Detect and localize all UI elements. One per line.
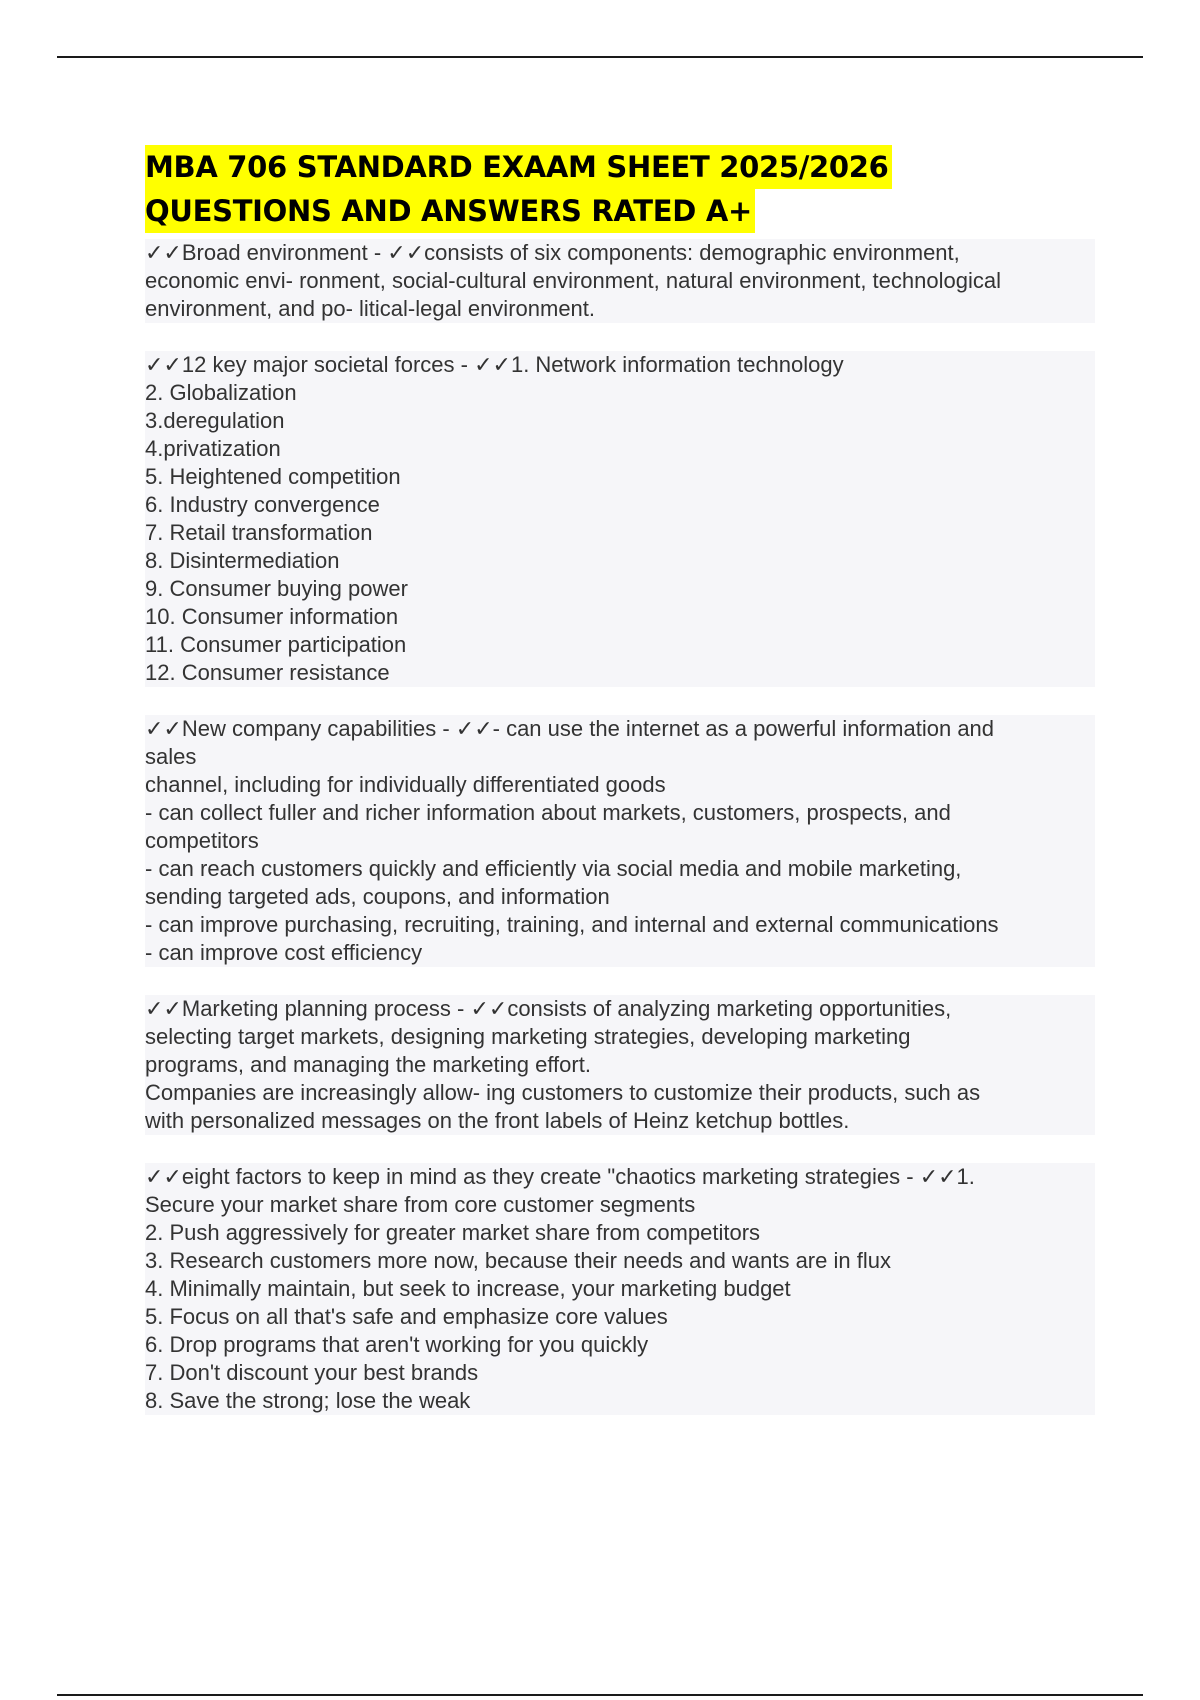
title-line-1: MBA 706 STANDARD EXAAM SHEET 2025/2026 bbox=[145, 145, 892, 189]
qa-entry bbox=[145, 239, 1095, 323]
qa-line: sending targeted ads, coupons, and information bbox=[145, 884, 610, 909]
qa-line: Companies are increasingly allow- ing customers to customize their products, such as bbox=[145, 1080, 981, 1105]
qa-line: 5. Focus on all that's safe and emphasize core values bbox=[145, 1304, 668, 1329]
qa-line: ✓✓12 key major societal forces - ✓✓1. Network information technology bbox=[145, 352, 844, 377]
qa-entry bbox=[145, 715, 1095, 967]
qa-line: - can improve cost efficiency bbox=[145, 940, 423, 965]
qa-line: 3.deregulation bbox=[145, 408, 285, 433]
qa-line: ✓✓Marketing planning process - ✓✓consists of analyzing marketing opportunities, bbox=[145, 996, 952, 1021]
qa-line: 7. Retail transformation bbox=[145, 520, 373, 545]
qa-line: 2. Push aggressively for greater market share from competitors bbox=[145, 1220, 761, 1245]
document-body bbox=[145, 145, 1095, 1415]
qa-line: programs, and managing the marketing effort. bbox=[145, 1052, 591, 1077]
qa-line: 12. Consumer resistance bbox=[145, 660, 390, 685]
qa-line: ✓✓New company capabilities - ✓✓- can use the internet as a powerful information and bbox=[145, 716, 995, 741]
qa-line: 5. Heightened competition bbox=[145, 464, 401, 489]
qa-line: 11. Consumer participation bbox=[145, 632, 407, 657]
qa-line: 6. Industry convergence bbox=[145, 492, 380, 517]
qa-sections bbox=[145, 239, 1095, 1415]
qa-line: Secure your market share from core customer segments bbox=[145, 1192, 696, 1217]
qa-line: 2. Globalization bbox=[145, 380, 297, 405]
qa-line: channel, including for individually differentiated goods bbox=[145, 772, 666, 797]
qa-line: ✓✓Broad environment - ✓✓consists of six components: demographic environment, bbox=[145, 240, 960, 265]
qa-line: 4. Minimally maintain, but seek to increase, your marketing budget bbox=[145, 1276, 791, 1301]
qa-line: 7. Don't discount your best brands bbox=[145, 1360, 479, 1385]
qa-line: 6. Drop programs that aren't working for you quickly bbox=[145, 1332, 649, 1357]
bottom-rule bbox=[57, 1694, 1143, 1696]
qa-line: environment, and po- litical-legal environment. bbox=[145, 296, 596, 321]
qa-line: selecting target markets, designing marketing strategies, developing marketing bbox=[145, 1024, 911, 1049]
qa-line: ✓✓eight factors to keep in mind as they create "chaotics marketing strategies - ✓✓1. bbox=[145, 1164, 975, 1189]
qa-line: 4.privatization bbox=[145, 436, 281, 461]
qa-line: 8. Disintermediation bbox=[145, 548, 340, 573]
qa-line: competitors bbox=[145, 828, 259, 853]
qa-line: 9. Consumer buying power bbox=[145, 576, 408, 601]
qa-line: - can collect fuller and richer information about markets, customers, prospects, and bbox=[145, 800, 951, 825]
qa-line: with personalized messages on the front labels of Heinz ketchup bottles. bbox=[145, 1108, 850, 1133]
qa-entry bbox=[145, 351, 1095, 687]
qa-line: 3. Research customers more now, because their needs and wants are in flux bbox=[145, 1248, 891, 1273]
qa-entry bbox=[145, 1163, 1095, 1415]
qa-entry bbox=[145, 995, 1095, 1135]
qa-line: sales bbox=[145, 744, 197, 769]
document-title bbox=[145, 145, 1095, 233]
top-rule bbox=[57, 56, 1143, 58]
qa-line: - can reach customers quickly and efficiently via social media and mobile marketing, bbox=[145, 856, 962, 881]
qa-line: 10. Consumer information bbox=[145, 604, 399, 629]
title-line-2: QUESTIONS AND ANSWERS RATED A+ bbox=[145, 189, 755, 233]
qa-line: economic envi- ronment, social-cultural environment, natural environment, technological bbox=[145, 268, 1001, 293]
qa-line: - can improve purchasing, recruiting, training, and internal and external communications bbox=[145, 912, 999, 937]
qa-line: 8. Save the strong; lose the weak bbox=[145, 1388, 471, 1413]
